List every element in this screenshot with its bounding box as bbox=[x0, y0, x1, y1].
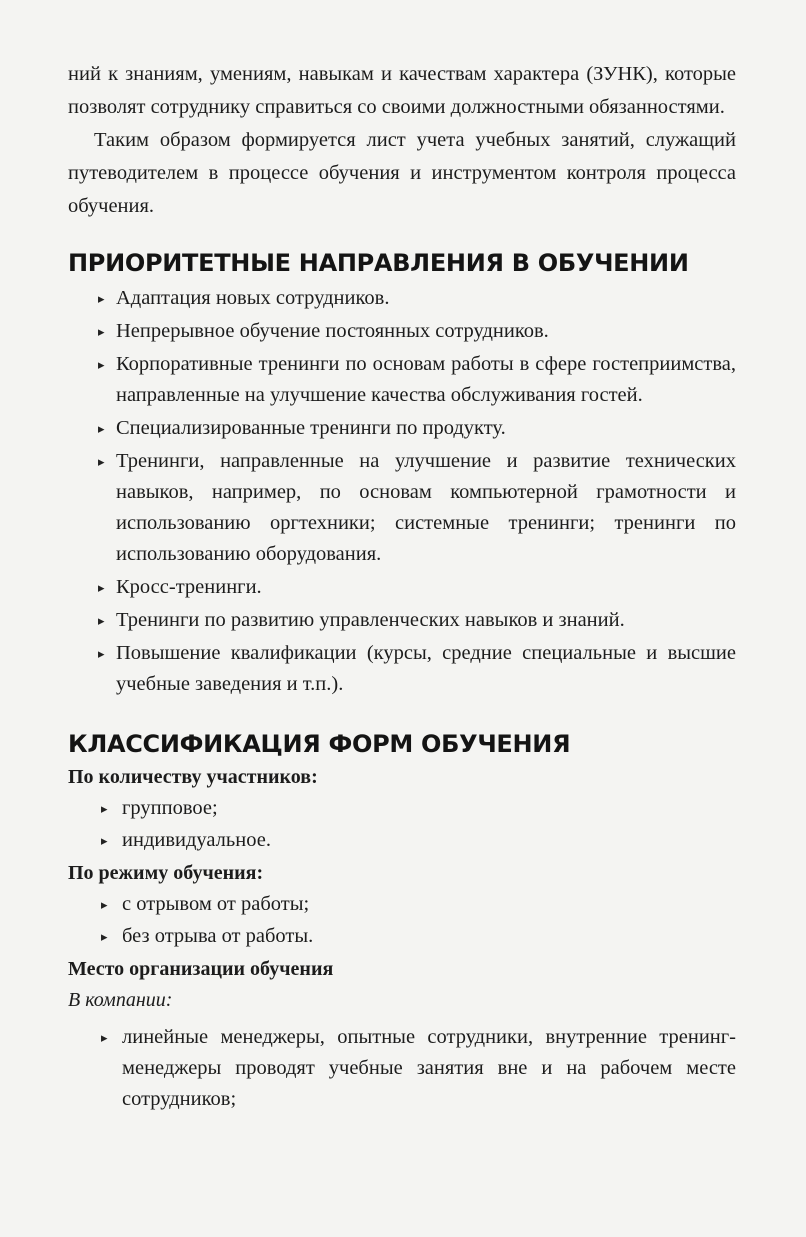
list-item: ▸ с отрывом от работы; bbox=[68, 889, 736, 920]
participants-list bbox=[68, 793, 736, 856]
bullet-icon: ▸ bbox=[101, 897, 108, 912]
list-item: ▸ групповое; bbox=[68, 793, 736, 824]
list-item: ▸ Тренинги, направленные на улучшение и развитие технических навыков, например, по основам компьютерной грамотности и использованию оргтехники; системные тренинги; тренинги по использованию оборудования. bbox=[68, 446, 736, 570]
list-item: ▸ Адаптация новых сотрудников. bbox=[68, 283, 736, 314]
subheading-place: Место организации обучения bbox=[68, 958, 334, 980]
page-content bbox=[68, 58, 736, 1116]
place-list bbox=[68, 1022, 736, 1115]
bullet-icon: ▸ bbox=[101, 929, 108, 944]
bullet-icon: ▸ bbox=[101, 801, 108, 816]
list-item: ▸ Кросс-тренинги. bbox=[68, 572, 736, 603]
intro-paragraph-1: ний к знаниям, умениям, навыкам и качествам характера (ЗУНК), которые позволят сотруднику справиться со своими должностными обязанностями. bbox=[68, 63, 736, 118]
section-heading-priorities: ПРИОРИТЕТНЫЕ НАПРАВЛЕНИЯ В ОБУЧЕНИИ bbox=[68, 249, 689, 277]
list-item: ▸ индивидуальное. bbox=[68, 825, 736, 856]
subheading-mode: По режиму обучения: bbox=[68, 862, 264, 884]
priorities-list bbox=[68, 283, 736, 700]
bullet-icon: ▸ bbox=[98, 291, 105, 306]
subheading-participants: По количеству участников: bbox=[68, 766, 318, 788]
bullet-icon: ▸ bbox=[98, 421, 105, 436]
bullet-icon: ▸ bbox=[98, 613, 105, 628]
list-item: ▸ линейные менеджеры, опытные сотрудники, внутренние тренинг-менеджеры проводят учебные занятия вне и на рабочем месте сотрудников; bbox=[68, 1022, 736, 1115]
list-item: ▸ без отрыва от работы. bbox=[68, 921, 736, 952]
bullet-icon: ▸ bbox=[98, 580, 105, 595]
bullet-icon: ▸ bbox=[98, 357, 105, 372]
mode-list bbox=[68, 889, 736, 952]
list-item: ▸ Непрерывное обучение постоянных сотрудников. bbox=[68, 316, 736, 347]
bullet-icon: ▸ bbox=[101, 1030, 108, 1045]
intro-paragraph-2: Таким образом формируется лист учета учебных занятий, служащий путеводителем в процессе обучения и инструментом контроля процесса обучения. bbox=[68, 129, 736, 217]
bullet-icon: ▸ bbox=[98, 454, 105, 469]
list-item: ▸ Корпоративные тренинги по основам работы в сфере гостеприимства, направленные на улучшение качества обслуживания гостей. bbox=[68, 349, 736, 411]
list-item: ▸ Повышение квалификации (курсы, средние специальные и высшие учебные заведения и т.п.). bbox=[68, 638, 736, 700]
list-item: ▸ Тренинги по развитию управленческих навыков и знаний. bbox=[68, 605, 736, 636]
section-heading-classification: КЛАССИФИКАЦИЯ ФОРМ ОБУЧЕНИЯ bbox=[68, 730, 571, 758]
list-item: ▸ Специализированные тренинги по продукту. bbox=[68, 413, 736, 444]
bullet-icon: ▸ bbox=[98, 646, 105, 661]
bullet-icon: ▸ bbox=[98, 324, 105, 339]
subheading-in-company: В компании: bbox=[68, 989, 173, 1011]
bullet-icon: ▸ bbox=[101, 833, 108, 848]
